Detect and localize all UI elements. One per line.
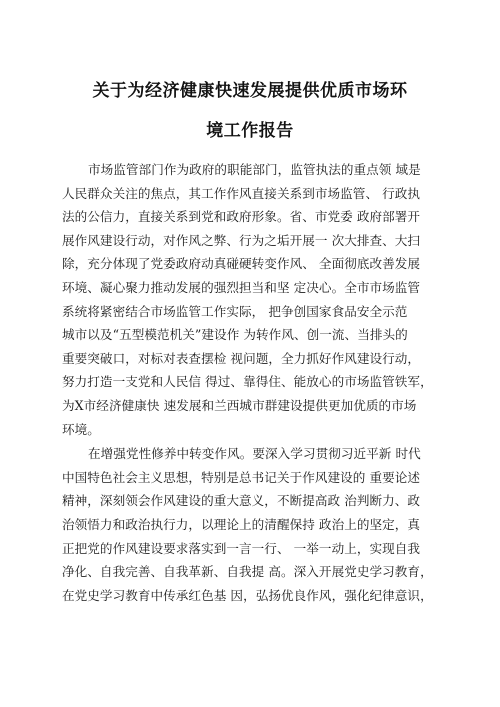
paragraph-line: 环境、凝心聚力推动发展的强烈担当和坚 定决心。全市市场监管	[62, 279, 421, 295]
paragraph-line: 为X市经济健康快 速发展和兰西城市群建设提供更加优质的市场	[62, 397, 417, 413]
paragraph-line: 展作风建设行动，对作风之弊、行为之垢开展一 次大排查、大扫	[62, 232, 421, 248]
paragraph-line: 系统将紧密结合市场监管工作实际， 把争创国家食品安全示范	[62, 303, 408, 319]
paragraph-line: 除，充分体现了党委政府动真碰硬转变作风、 全面彻底改善发展	[62, 256, 421, 272]
paragraph-line: 在增强党性修养中转变作风。要深入学习贯彻习近平新 时代	[88, 446, 421, 462]
paragraph-line: 正把党的作风建设要求落实到一言一行、 一举一动上，实现自我	[62, 540, 421, 556]
paragraph-1	[62, 158, 440, 441]
paragraph-line: 重要突破口，对标对表查摆检 视问题，全力抓好作风建设行动，	[62, 350, 421, 366]
document-body	[62, 158, 440, 607]
paragraph-line: 法的公信力，直接关系到党和政府形象。省、市党委 政府部署开	[62, 209, 421, 225]
paragraph-line: 环境。	[62, 421, 100, 437]
paragraph-2	[62, 442, 440, 607]
paragraph-line: 中国特色社会主义思想，特别是总书记关于作风建设的 重要论述	[62, 469, 421, 485]
paragraph-line: 治领悟力和政治执行力，以理论上的清醒保持 政治上的坚定，真	[62, 516, 421, 532]
paragraph-line: 人民群众关注的焦点，其工作作风直接关系到市场监管、 行政执	[62, 185, 421, 201]
paragraph-line: 在党史学习教育中传承红色基 因，弘扬优良作风，强化纪律意识，	[62, 587, 433, 603]
document-title-line-1: 关于为经济健康快速发展提供优质市场环	[92, 81, 408, 101]
document-title-line-2: 境工作报告	[206, 121, 294, 141]
paragraph-line: 城市以及“五型模范机关”建设作 为转作风、创一流、当排头的	[62, 327, 408, 343]
paragraph-line: 精神，深刻领会作风建设的重大意义，不断提高政 治判断力、政	[62, 493, 421, 509]
paragraph-line: 努力打造一支党和人民信 得过、靠得住、能放心的市场监管铁军，	[62, 374, 433, 390]
paragraph-line: 市场监管部门作为政府的职能部门，监管执法的重点领 域是	[88, 162, 421, 177]
paragraph-line: 净化、自我完善、自我革新、自我提 高。深入开展党史学习教育，	[62, 564, 433, 580]
